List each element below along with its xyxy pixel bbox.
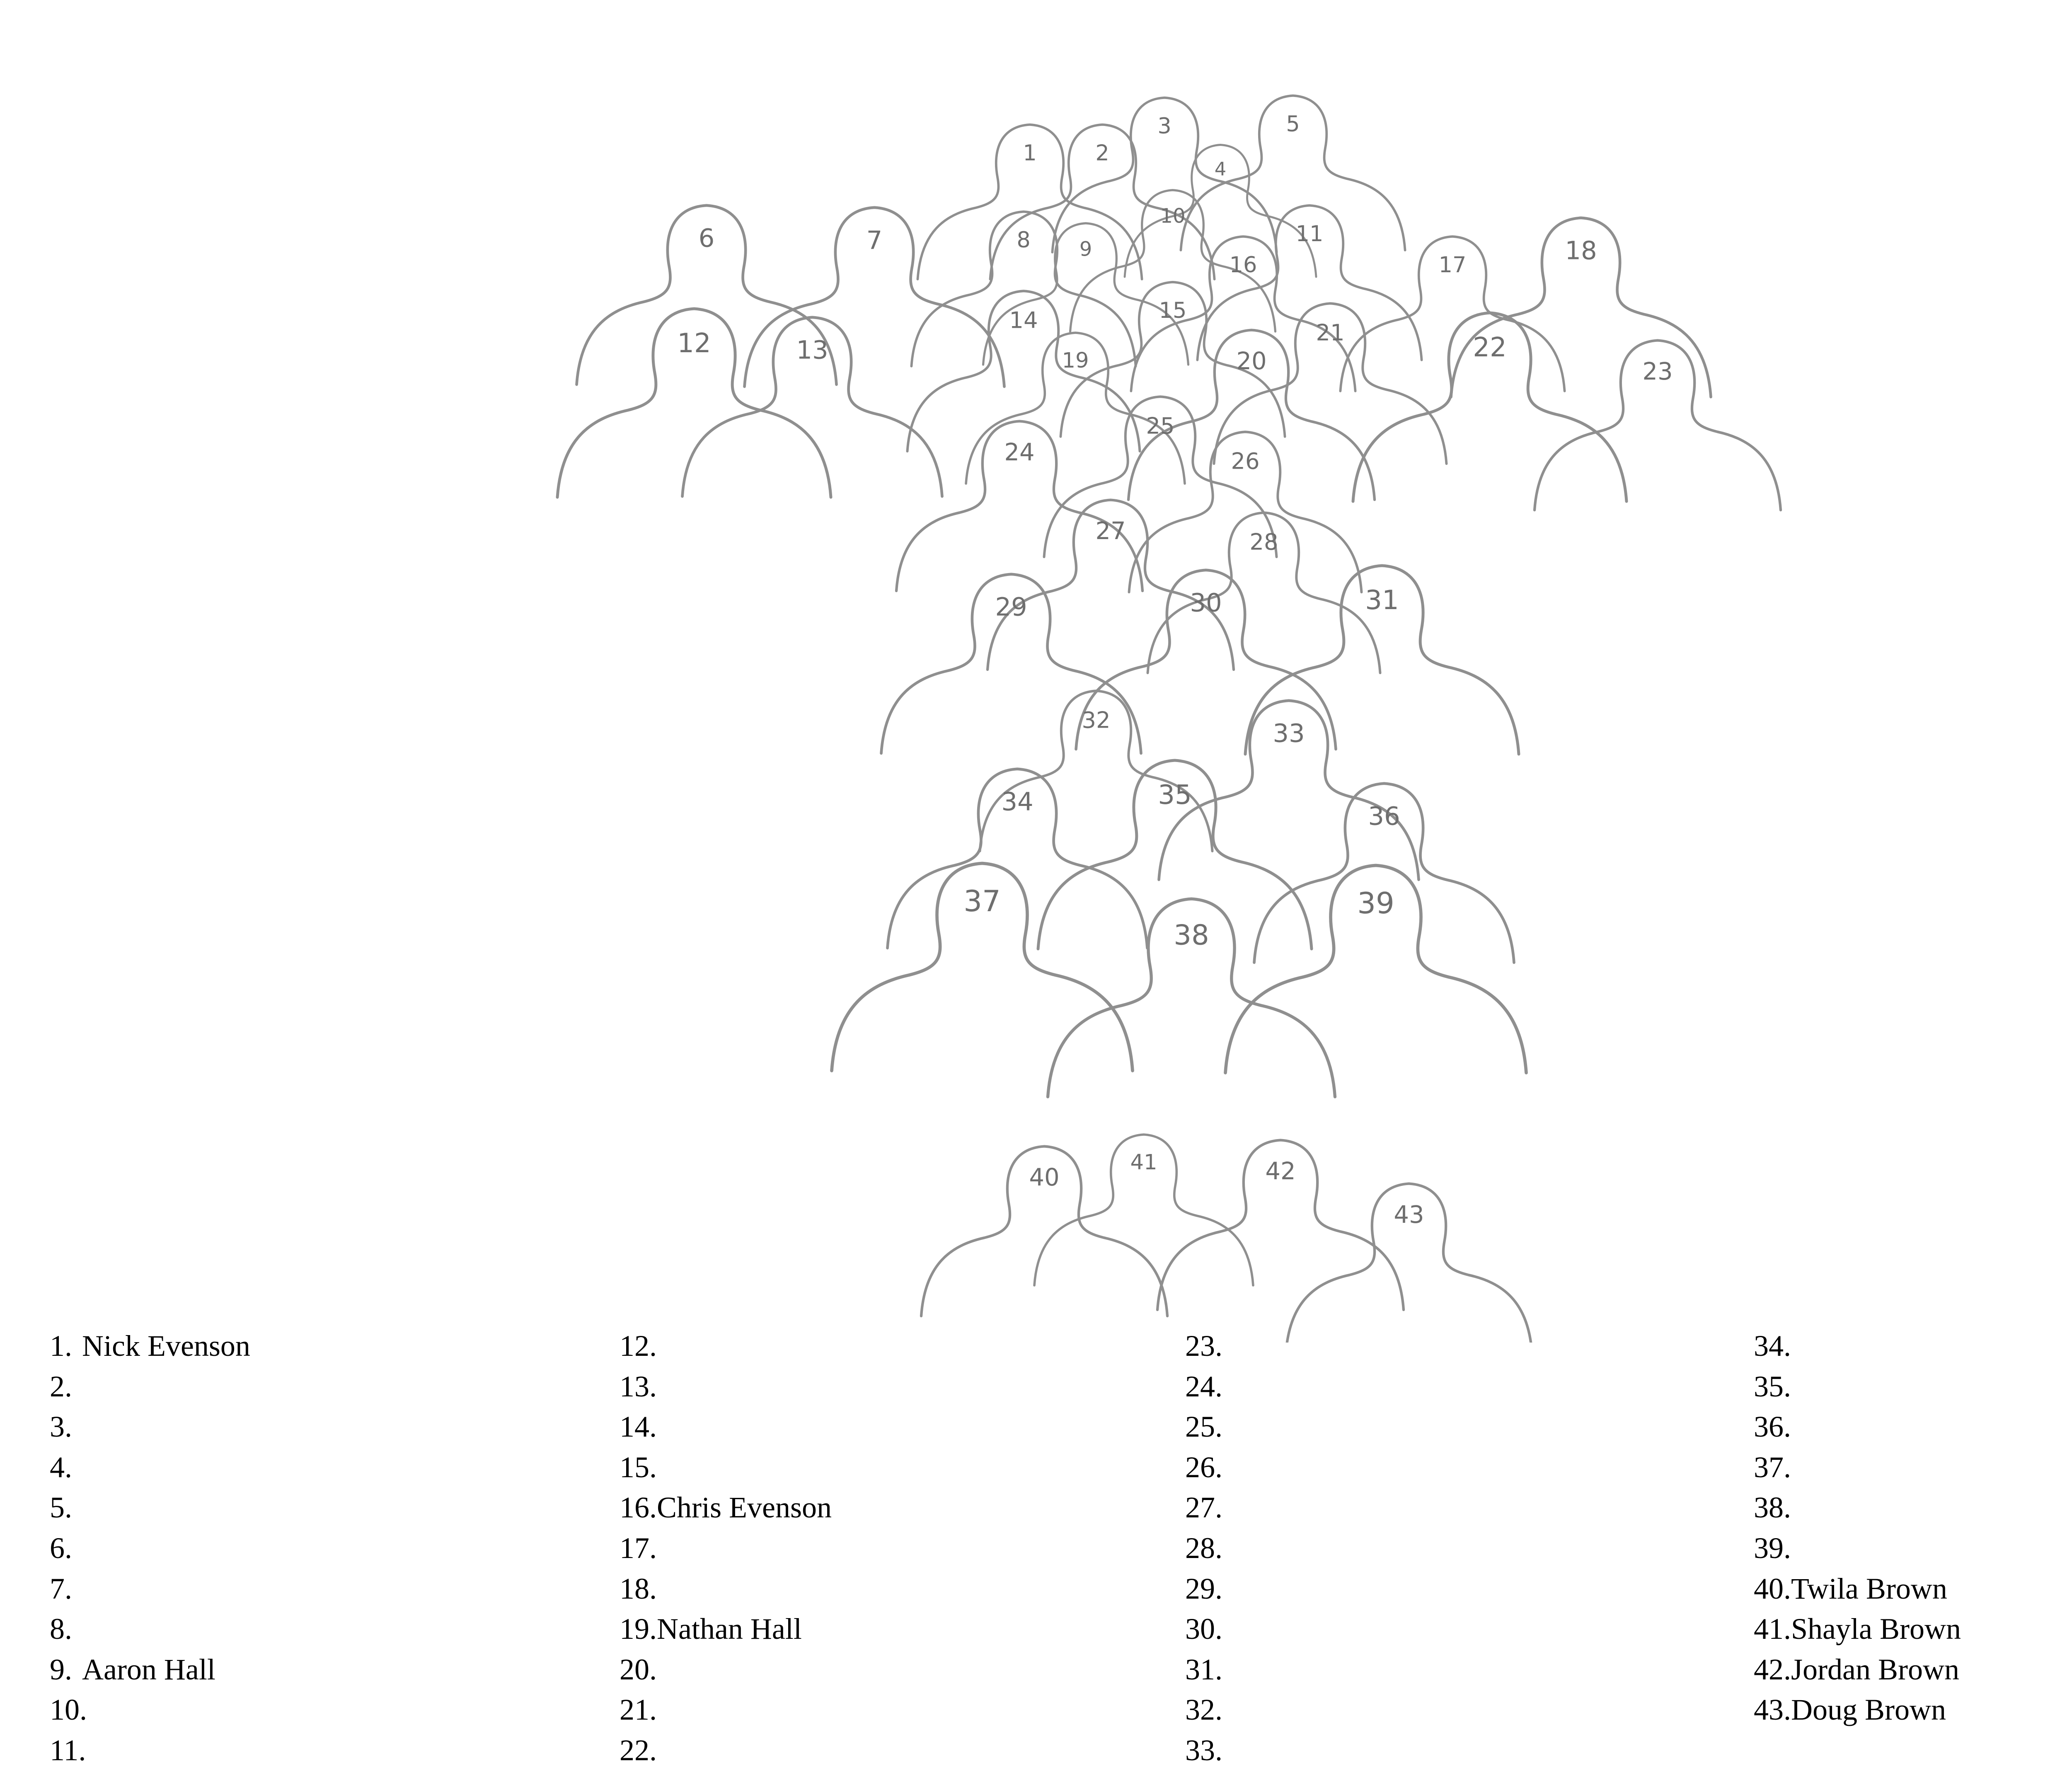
key-number: 3. [50,1410,72,1444]
silhouette-number: 2 [1095,140,1109,166]
silhouette-number: 41 [1130,1150,1157,1175]
silhouette-26 [1129,432,1362,592]
key-name: Nick Evenson [82,1329,250,1362]
key-number: 22. [620,1733,657,1767]
key-number: 24. [1185,1369,1222,1403]
silhouette-number: 17 [1438,252,1467,278]
silhouette-number: 13 [796,336,828,365]
key-row [1185,1650,1724,1690]
key-row [620,1690,1158,1730]
key-column-3 [1185,1326,1724,1771]
silhouette-number: 20 [1236,347,1267,375]
key-number: 29. [1185,1572,1222,1605]
key-row [1754,1569,2072,1609]
silhouette-number: 30 [1190,588,1222,618]
key-row [50,1609,588,1650]
silhouette-number: 33 [1273,719,1305,748]
key-row [50,1488,588,1528]
key-number: 7. [50,1572,72,1605]
silhouette-41 [1034,1135,1253,1285]
silhouette-7 [745,208,1005,387]
key-row [1185,1730,1724,1771]
silhouette-38 [1048,899,1335,1097]
silhouette-number: 5 [1286,111,1300,137]
silhouette-number: 9 [1079,237,1092,261]
key-row [1185,1326,1724,1367]
silhouette-number: 6 [698,224,715,253]
key-row [620,1528,1158,1569]
key-number: 9. [50,1652,72,1686]
key-number: 41. [1754,1612,1791,1646]
silhouette-number: 12 [677,328,711,359]
silhouette-14 [908,291,1140,451]
silhouette-37 [832,864,1133,1071]
key-row [1754,1528,2072,1569]
silhouette-number: 40 [1029,1164,1060,1191]
key-row [620,1609,1158,1650]
key-number: 35. [1754,1369,1791,1403]
key-number: 16. [620,1491,657,1524]
silhouette-number: 21 [1316,319,1345,346]
key-number: 30. [1185,1612,1222,1646]
key-column-2 [620,1326,1158,1771]
key-row [50,1367,588,1407]
key-row [50,1569,588,1609]
silhouette-number: 37 [963,884,1001,918]
key-number: 12. [620,1329,657,1362]
key-row [1754,1367,2072,1407]
silhouette-21 [1214,303,1447,464]
key-row [50,1326,588,1367]
key-number: 18. [620,1572,657,1605]
silhouette-34 [888,769,1147,948]
silhouette-number: 22 [1473,332,1507,363]
key-number: 27. [1185,1491,1222,1524]
silhouette-number: 7 [866,226,883,255]
key-number: 14. [620,1410,657,1444]
key-number: 26. [1185,1450,1222,1484]
silhouette-number: 31 [1365,585,1399,616]
key-number: 11. [50,1733,86,1767]
key-row [620,1367,1158,1407]
key-number: 4. [50,1450,72,1484]
name-key [0,1326,2072,1768]
key-name: Twila Brown [1791,1572,1947,1605]
key-row [1754,1488,2072,1528]
key-number: 37. [1754,1450,1791,1484]
key-row [50,1730,588,1771]
key-row [620,1447,1158,1488]
key-row [50,1650,588,1690]
silhouette-27 [988,500,1234,670]
silhouette-9 [983,223,1188,365]
silhouette-42 [1157,1140,1404,1310]
key-number: 21. [620,1693,657,1727]
key-row [620,1730,1158,1771]
key-number: 33. [1185,1733,1222,1767]
silhouette-23 [1535,341,1781,510]
key-row [1754,1650,2072,1690]
key-number: 25. [1185,1410,1222,1444]
silhouette-number: 26 [1231,448,1260,474]
silhouette-number: 4 [1214,158,1227,180]
key-name: Aaron Hall [82,1652,215,1686]
silhouette-number: 28 [1249,529,1278,555]
key-number: 5. [50,1491,72,1524]
silhouette-33 [1159,701,1419,880]
key-number: 15. [620,1450,657,1484]
key-number: 42. [1754,1652,1791,1686]
silhouette-36 [1254,784,1514,963]
key-number: 6. [50,1531,72,1565]
key-number: 23. [1185,1329,1222,1362]
key-number: 13. [620,1369,657,1403]
key-row [620,1650,1158,1690]
silhouette-number: 38 [1174,919,1209,951]
key-row [1185,1447,1724,1488]
key-row [620,1569,1158,1609]
key-row [50,1528,588,1569]
silhouette-number: 43 [1394,1201,1424,1229]
key-row [620,1326,1158,1367]
key-row [1754,1447,2072,1488]
key-number: 40. [1754,1572,1791,1605]
key-number: 36. [1754,1410,1791,1444]
key-row [620,1488,1158,1528]
key-row [1754,1407,2072,1447]
key-number: 20. [620,1652,657,1686]
silhouette-12 [557,309,831,497]
key-name: Shayla Brown [1791,1612,1961,1646]
key-row [620,1407,1158,1447]
silhouette-number: 39 [1357,886,1394,920]
silhouette-32 [980,691,1213,851]
key-row [1185,1407,1724,1447]
key-row [50,1447,588,1488]
key-number: 28. [1185,1531,1222,1565]
silhouette-number: 27 [1095,517,1126,545]
silhouette-number: 8 [1017,227,1031,253]
key-row [1185,1367,1724,1407]
silhouette-4 [1125,145,1316,277]
silhouette-number: 36 [1368,802,1400,831]
key-row [1754,1609,2072,1650]
silhouette-number: 19 [1062,348,1089,373]
key-number: 2. [50,1369,72,1403]
key-row [1185,1609,1724,1650]
key-name: Chris Evenson [657,1491,832,1524]
key-number: 32. [1185,1693,1222,1727]
key-number: 43. [1754,1693,1791,1727]
key-name: Doug Brown [1791,1693,1946,1727]
silhouette-8 [911,212,1135,366]
silhouette-43 [1286,1184,1532,1343]
silhouette-number: 23 [1642,358,1673,385]
key-row [50,1690,588,1730]
key-number: 19. [620,1612,657,1646]
key-row [1185,1569,1724,1609]
silhouette-number: 1 [1023,140,1037,166]
silhouette-number: 34 [1001,787,1034,817]
key-name: Nathan Hall [657,1612,802,1646]
key-number: 34. [1754,1329,1791,1362]
key-number: 17. [620,1531,657,1565]
silhouette-3 [1052,98,1276,252]
key-name: Jordan Brown [1791,1652,1959,1686]
silhouette-25 [1044,397,1277,557]
silhouette-number: 42 [1265,1157,1296,1185]
silhouette-number: 18 [1565,236,1597,266]
silhouette-number: 3 [1157,113,1172,139]
silhouette-number: 15 [1159,298,1187,323]
silhouette-number: 14 [1009,307,1038,334]
silhouette-number: 24 [1004,438,1035,466]
key-number: 38. [1754,1491,1791,1524]
silhouette-number: 11 [1295,221,1324,247]
silhouette-22 [1353,313,1627,501]
key-number: 8. [50,1612,72,1646]
key-column-1 [50,1326,588,1771]
key-row [1185,1528,1724,1569]
key-row [1754,1326,2072,1367]
key-row [50,1407,588,1447]
key-number: 1. [50,1329,72,1362]
key-row [1185,1690,1724,1730]
silhouette-24 [896,421,1143,591]
silhouette-13 [683,317,942,496]
silhouette-number: 10 [1160,204,1186,228]
silhouette-number: 29 [995,593,1027,622]
silhouette-39 [1225,866,1526,1073]
key-number: 10. [50,1693,87,1727]
key-column-4 [1754,1326,2072,1730]
silhouette-number: 35 [1158,780,1192,810]
silhouette-number: 25 [1146,413,1175,439]
key-row [1185,1488,1724,1528]
silhouette-number: 16 [1229,252,1257,278]
key-number: 31. [1185,1652,1222,1686]
key-number: 39. [1754,1531,1791,1565]
key-row [1754,1690,2072,1730]
silhouette-number: 32 [1082,707,1111,733]
